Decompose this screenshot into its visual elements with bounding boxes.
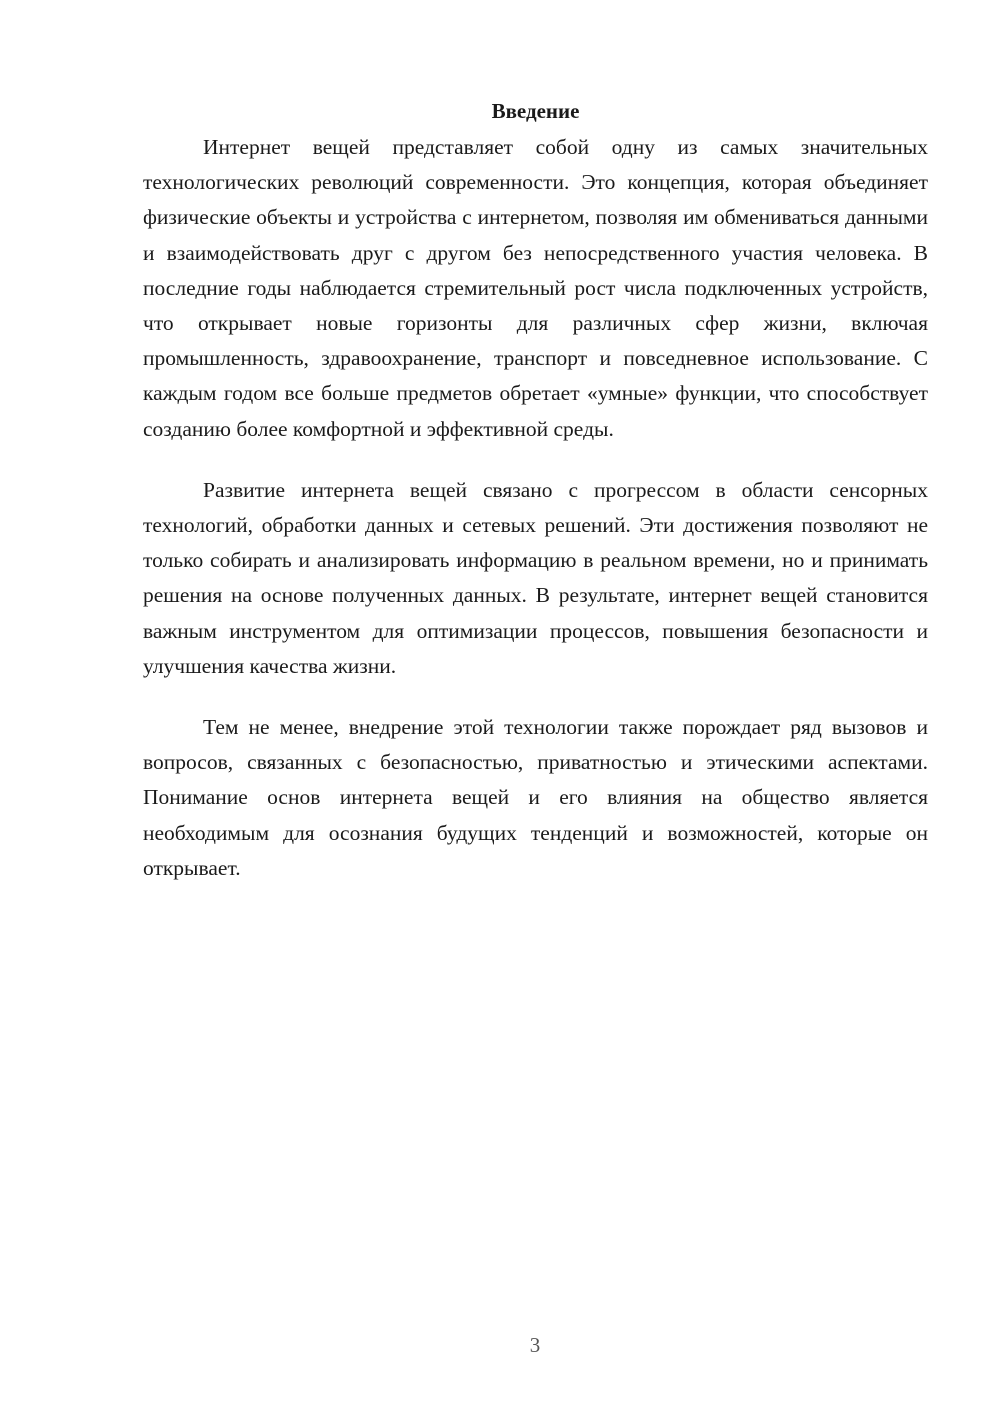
paragraph-2: Развитие интернета вещей связано с прогрессом в области сенсорных технологий, обработки данных и сетевых решений. Эти достижения позволяют не только собирать и анализировать информацию в реальном времени, но и принимать решения на основе полученных данных. В результате, интернет вещей становится важным инструментом для оптимизации процессов, повышения безопасности и улучшения качества жизни.: [143, 477, 928, 678]
paragraph-1: Интернет вещей представляет собой одну из самых значительных технологических революций современности. Это концепция, которая объединяет физические объекты и устройства с интернетом, позволяя им обмениваться данными и взаимодействовать друг с другом без непосредственного участия человека. В последние годы наблюдается стремительный рост числа подключенных устройств, что открывает новые горизонты для различных сфер жизни, включая промышленность, здравоохранение, транспорт и повседневное использование. С каждым годом все больше предметов обретает «умные» функции, что способствует созданию более комфортной и эффективной среды.: [143, 135, 928, 441]
page-body: [143, 96, 928, 912]
page-number: 3: [529, 1333, 541, 1357]
section-heading: Введение: [491, 99, 580, 123]
paragraph-3: Тем не менее, внедрение этой технологии также порождает ряд вызовов и вопросов, связанных с безопасностью, приватностью и этическими аспектами. Понимание основ интернета вещей и его влияния на общество является необходимым для осознания будущих тенденций и возможностей, которые он открывает.: [143, 715, 928, 880]
